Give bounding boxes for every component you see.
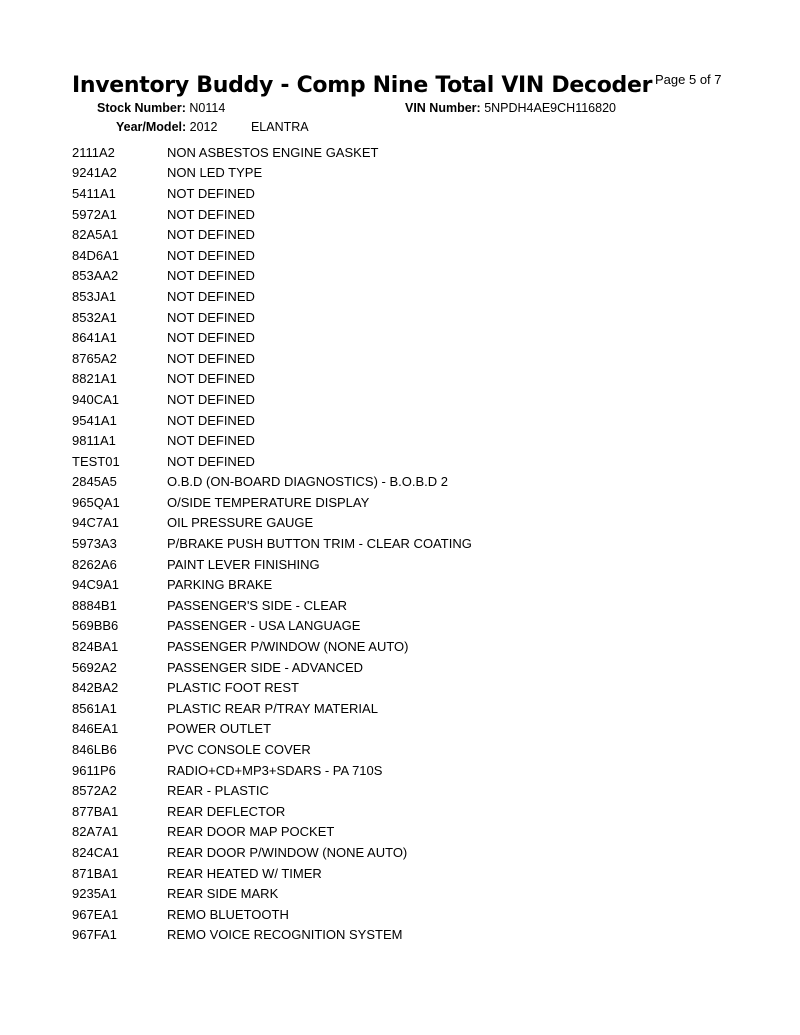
option-code: 5972A1 [72,206,117,222]
option-row [72,204,472,225]
option-row [72,883,472,904]
option-code: 824BA1 [72,639,119,655]
option-code: 853JA1 [72,288,117,304]
option-code: 967FA1 [72,927,117,943]
option-description: NOT DEFINED [167,433,255,449]
option-row [72,142,472,163]
option-description: PASSENGER'S SIDE - CLEAR [167,597,347,613]
option-code: 2845A5 [72,474,117,490]
option-row [72,266,472,287]
option-code: 5973A3 [72,536,117,552]
option-row [72,719,472,740]
option-code: 853AA2 [72,268,119,284]
option-row [72,348,472,369]
option-code: 9235A1 [72,886,117,902]
option-row [72,286,472,307]
option-code: 846LB6 [72,742,117,758]
vin-number [405,101,616,115]
option-row [72,492,472,513]
option-description: REAR HEATED W/ TIMER [167,865,322,881]
option-code: 82A7A1 [72,824,119,840]
option-row [72,451,472,472]
option-code: 9611P6 [72,762,116,778]
option-description: O/SIDE TEMPERATURE DISPLAY [167,494,370,510]
document-title: Inventory Buddy - Comp Nine Total VIN Decoder [72,73,653,98]
stock-number [97,101,225,115]
option-description: P/BRAKE PUSH BUTTON TRIM - CLEAR COATING [167,536,472,552]
option-description: RADIO+CD+MP3+SDARS - PA 710S [167,762,383,778]
option-code: 871BA1 [72,865,119,881]
option-row [72,616,472,637]
option-code: 8262A6 [72,556,117,572]
option-description: PARKING BRAKE [167,577,273,593]
stock-number-value: N0114 [189,101,226,115]
option-description: NOT DEFINED [167,412,255,428]
option-row [72,801,472,822]
option-code: 569BB6 [72,618,119,634]
page-number: Page 5 of 7 [655,72,722,87]
option-row [72,842,472,863]
option-code: 2111A2 [72,144,115,160]
option-code: TEST01 [72,453,120,469]
option-row [72,904,472,925]
option-description: REAR DOOR MAP POCKET [167,824,335,840]
option-row [72,780,472,801]
option-row [72,430,472,451]
option-code: 9541A1 [72,412,117,428]
vin-number-value: 5NPDH4AE9CH116820 [484,101,616,115]
option-code: 846EA1 [72,721,119,737]
option-row [72,224,472,245]
option-description: NOT DEFINED [167,247,255,263]
option-code: 842BA2 [72,680,119,696]
option-code: 8884B1 [72,597,117,613]
option-row [72,533,472,554]
option-row [72,472,472,493]
option-description: NOT DEFINED [167,206,255,222]
option-row [72,183,472,204]
option-code: 94C7A1 [72,515,119,531]
option-code: 8765A2 [72,350,117,366]
option-description: PASSENGER P/WINDOW (NONE AUTO) [167,639,409,655]
option-code: 9811A1 [72,433,116,449]
option-code: 8561A1 [72,700,117,716]
option-description: PASSENGER SIDE - ADVANCED [167,659,364,675]
option-row [72,245,472,266]
option-code: 5692A2 [72,659,117,675]
option-description: NOT DEFINED [167,330,255,346]
option-row [72,925,472,946]
option-code-list [72,142,472,945]
option-description: NOT DEFINED [167,391,255,407]
option-row [72,636,472,657]
option-code: 8532A1 [72,309,117,325]
option-row [72,657,472,678]
option-row [72,389,472,410]
option-row [72,410,472,431]
option-description: O.B.D (ON-BOARD DIAGNOSTICS) - B.O.B.D 2 [167,474,448,490]
vin-number-label: VIN Number: [405,101,481,115]
option-description: POWER OUTLET [167,721,272,737]
option-row [72,863,472,884]
year-value: 2012 [189,120,218,134]
option-description: NOT DEFINED [167,453,255,469]
option-code: 940CA1 [72,391,119,407]
option-description: NOT DEFINED [167,185,255,201]
option-code: 8572A2 [72,783,117,799]
option-row [72,307,472,328]
option-description: PLASTIC REAR P/TRAY MATERIAL [167,700,378,716]
year-model [116,120,309,134]
option-description: NOT DEFINED [167,288,255,304]
option-description: NOT DEFINED [167,227,255,243]
option-row [72,822,472,843]
option-code: 9241A2 [72,165,117,181]
option-code: 877BA1 [72,803,119,819]
option-row [72,163,472,184]
option-row [72,760,472,781]
option-code: 967EA1 [72,906,119,922]
option-row [72,513,472,534]
option-code: 824CA1 [72,844,119,860]
option-description: REAR DEFLECTOR [167,803,286,819]
option-description: REAR SIDE MARK [167,886,279,902]
option-code: 8821A1 [72,371,117,387]
option-description: NOT DEFINED [167,268,255,284]
option-description: NOT DEFINED [167,309,255,325]
option-description: PAINT LEVER FINISHING [167,556,320,572]
option-description: NOT DEFINED [167,350,255,366]
stock-number-label: Stock Number: [97,101,186,115]
option-code: 82A5A1 [72,227,119,243]
option-code: 8641A1 [72,330,117,346]
option-description: NOT DEFINED [167,371,255,387]
option-description: NON ASBESTOS ENGINE GASKET [167,144,379,160]
option-row [72,369,472,390]
option-description: OIL PRESSURE GAUGE [167,515,314,531]
option-description: REMO VOICE RECOGNITION SYSTEM [167,927,403,943]
option-row [72,574,472,595]
option-code: 965QA1 [72,494,120,510]
year-model-label: Year/Model: [116,120,187,134]
option-row [72,739,472,760]
option-row [72,677,472,698]
option-row [72,698,472,719]
option-code: 5411A1 [72,185,116,201]
option-description: NON LED TYPE [167,165,263,181]
option-description: PVC CONSOLE COVER [167,742,311,758]
option-description: REMO BLUETOOTH [167,906,289,922]
option-description: PASSENGER - USA LANGUAGE [167,618,361,634]
option-row [72,327,472,348]
option-row [72,595,472,616]
option-description: REAR DOOR P/WINDOW (NONE AUTO) [167,844,408,860]
option-description: PLASTIC FOOT REST [167,680,299,696]
model-value: ELANTRA [250,120,309,134]
option-code: 94C9A1 [72,577,119,593]
option-row [72,554,472,575]
option-code: 84D6A1 [72,247,119,263]
option-description: REAR - PLASTIC [167,783,269,799]
